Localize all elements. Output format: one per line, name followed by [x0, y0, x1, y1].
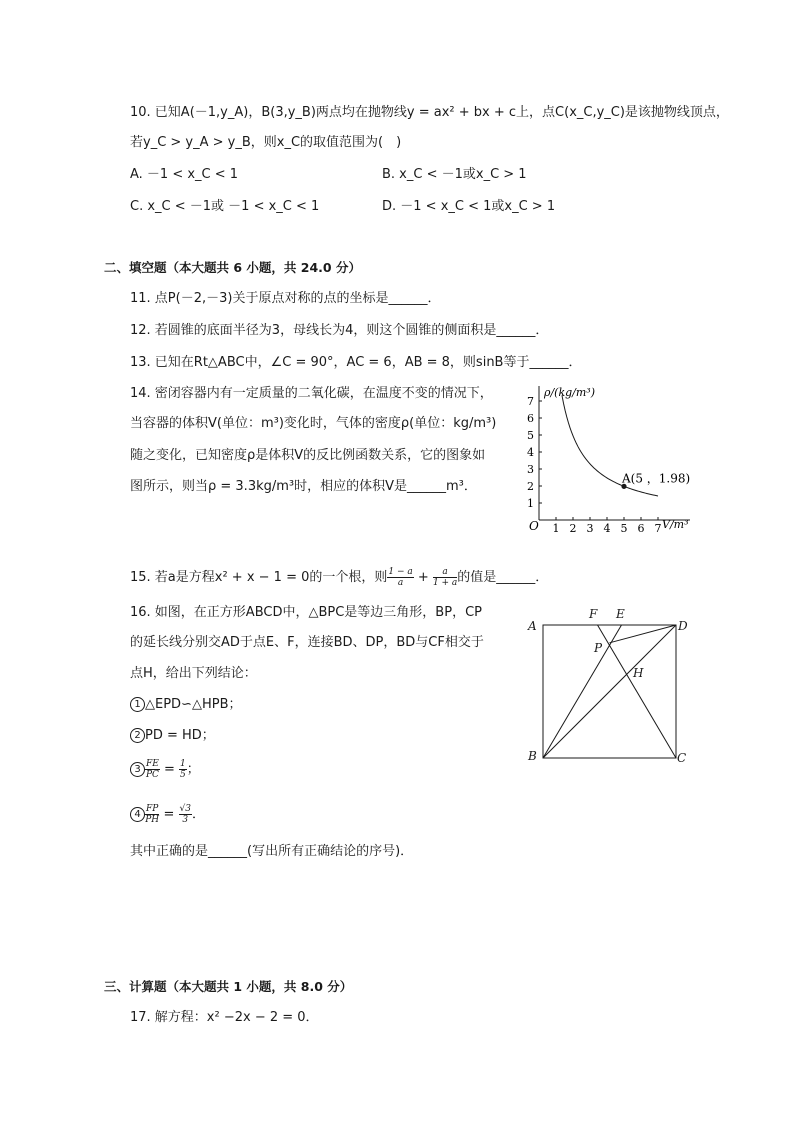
- x-tick-label: 1: [552, 522, 560, 532]
- q17: 17. 解方程：x² −2x − 2 = 0．: [130, 1010, 319, 1025]
- q16-answer-line: 其中正确的是______(写出所有正确结论的序号)．: [130, 844, 414, 859]
- y-axis-label: ρ/(kg/m³): [544, 386, 596, 399]
- x-tick-label: 5: [620, 522, 628, 532]
- q15-f1-numerator: 1 − a: [388, 567, 413, 577]
- label-b: B: [528, 749, 537, 763]
- conclusion-1-text: △EPD∽△HPB；: [145, 697, 242, 712]
- label-f: F: [589, 607, 598, 621]
- c4-fraction-left: [145, 804, 159, 825]
- c3-fl-den: PC: [145, 770, 159, 780]
- section-3-title: 三、计算题（本大题共 1 小题，共 8.0 分）: [104, 979, 353, 994]
- origin-label: O: [529, 519, 539, 532]
- chart-ticks: [527, 395, 662, 532]
- point-a-label: A(5 ，1.98): [622, 471, 691, 486]
- q10-option-d: D. －1 < x_C < 1或x_C > 1: [382, 199, 556, 214]
- q16-conclusion-4: [130, 803, 205, 827]
- label-c: C: [677, 751, 687, 765]
- label-e: E: [616, 607, 625, 621]
- c3-fr-den: 5: [180, 770, 186, 780]
- c4-fl-den: PH: [145, 815, 160, 825]
- q15-suffix: 的值是______．: [457, 570, 549, 585]
- conclusion-2-number: 2: [130, 728, 145, 743]
- q14-line3: 随之变化，已知密度ρ是体积V的反比例函数关系，它的图象如: [130, 448, 486, 463]
- c4-fraction-right: [179, 804, 192, 825]
- x-tick-label: 7: [654, 522, 662, 532]
- q15-f2-numerator: a: [433, 567, 457, 578]
- q10-option-b: B. x_C < －1或x_C > 1: [382, 167, 527, 182]
- q16-conclusion-2: [130, 727, 215, 745]
- label-d: D: [678, 619, 688, 633]
- c4-equals: =: [163, 807, 175, 822]
- x-tick-label: 6: [637, 522, 645, 532]
- q10-line2: 若y_C > y_A > y_B，则x_C的取值范围为( ): [130, 135, 402, 150]
- q15-f1-denominator: a: [397, 578, 404, 588]
- conclusion-1-number: 1: [130, 697, 145, 712]
- conclusion-4-number: 4: [130, 807, 145, 822]
- c4-fr-num: √3: [179, 804, 191, 814]
- c4-end: ．: [191, 807, 205, 822]
- label-h: H: [633, 666, 644, 680]
- q16-conclusion-3: [130, 758, 200, 782]
- x-tick-label: 2: [569, 522, 577, 532]
- square-abcd-diagram: [522, 600, 694, 770]
- c4-fr-den: 3: [182, 815, 189, 825]
- y-tick-label: 2: [527, 480, 534, 493]
- q10-option-a: A. －1 < x_C < 1: [130, 167, 239, 182]
- y-tick-label: 5: [527, 429, 534, 442]
- q15-fraction-1: [387, 567, 413, 588]
- q14-line1: 14. 密闭容器内有一定质量的二氧化碳，在温度不变的情况下，: [130, 386, 493, 401]
- q13: 13. 已知在Rt△ABC中，∠C = 90°，AC = 6，AB = 8，则sinB等于______．: [130, 355, 582, 370]
- conclusion-2-text: PD = HD；: [145, 728, 215, 743]
- conclusion-3-number: 3: [130, 762, 145, 777]
- q16-line1: 16. 如图，在正方形ABCD中，△BPC是等边三角形，BP，CP: [130, 605, 482, 620]
- q15-fraction-2: [433, 567, 457, 588]
- c3-fraction-right: [179, 759, 187, 780]
- y-tick-label: 1: [527, 497, 534, 510]
- q10-line1: 10. 已知A(－1,y_A)，B(3,y_B)两点均在抛物线y = ax² + bx + c上，点C(x_C,y_C)是该抛物线顶点，: [130, 105, 729, 120]
- y-tick-label: 4: [527, 446, 534, 459]
- q14-line4: 图所示，则当ρ = 3.3kg/m³时，相应的体积V是______m³．: [130, 479, 477, 494]
- section-2-title: 二、填空题（本大题共 6 小题，共 24.0 分）: [104, 260, 361, 275]
- x-tick-label: 4: [603, 522, 611, 532]
- q15-prefix: 15. 若a是方程x² + x − 1 = 0的一个根，则: [130, 570, 388, 585]
- c4-fl-num: FP: [146, 804, 159, 814]
- q11: 11. 点P(－2,－3)关于原点对称的点的坐标是______．: [130, 291, 441, 306]
- c3-fr-num: 1: [180, 759, 186, 769]
- q15: [130, 566, 548, 590]
- q12: 12. 若圆锥的底面半径为3，母线长为4，则这个圆锥的侧面积是______．: [130, 323, 549, 338]
- y-tick-label: 3: [527, 463, 534, 476]
- q16-line2: 的延长线分别交AD于点E、F，连接BD、DP，BD与CF相交于: [130, 635, 484, 650]
- x-tick-label: 3: [586, 522, 594, 532]
- c3-equals: =: [163, 762, 175, 777]
- y-tick-label: 7: [527, 395, 534, 408]
- q15-plus: +: [417, 570, 429, 585]
- x-axis-label: V/m³: [662, 518, 689, 531]
- q10-option-c: C. x_C < －1或 －1 < x_C < 1: [130, 199, 320, 214]
- label-p: P: [594, 641, 603, 655]
- c3-fraction-left: [145, 759, 160, 780]
- label-a: A: [528, 619, 537, 633]
- density-volume-chart: [522, 380, 702, 532]
- y-tick-label: 6: [527, 412, 534, 425]
- q14-line2: 当容器的体积V(单位：m³)变化时，气体的密度ρ(单位：kg/m³): [130, 416, 497, 431]
- q16-conclusion-1: [130, 696, 242, 714]
- c3-end: ；: [186, 762, 200, 777]
- c3-fl-num: FE: [146, 759, 159, 769]
- q16-line3: 点H，给出下列结论：: [130, 666, 257, 681]
- q15-f2-denominator: 1 + a: [432, 578, 458, 588]
